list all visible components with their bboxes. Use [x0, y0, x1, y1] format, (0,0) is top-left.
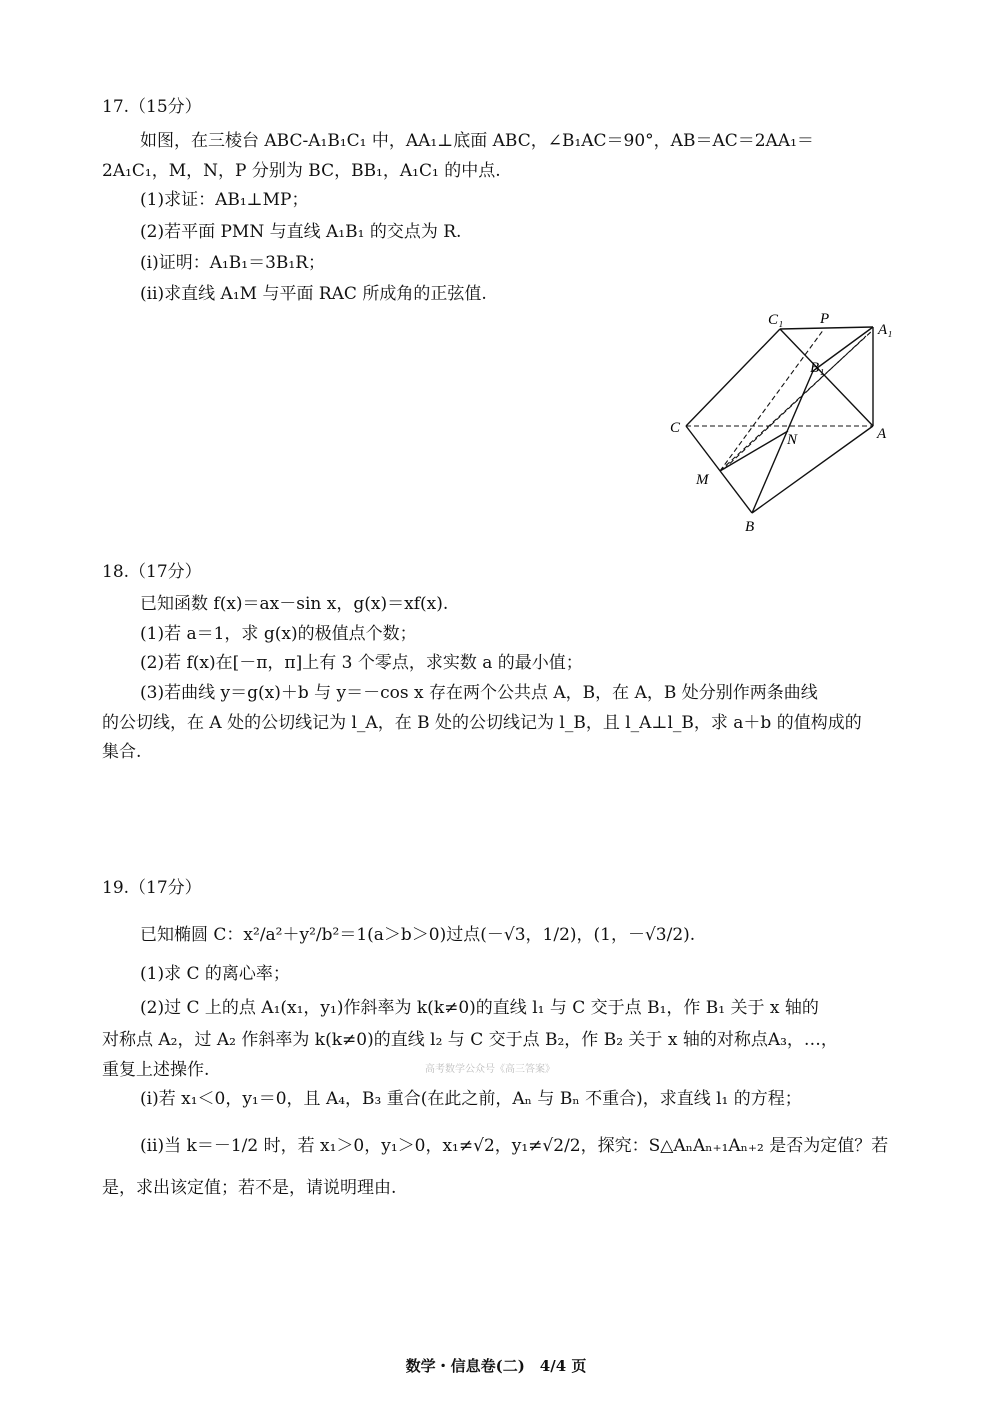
- label-M: M: [696, 472, 709, 488]
- label-C: C: [670, 420, 681, 436]
- q18-line: (3)若曲线 y＝g(x)＋b 与 y＝－cos x 存在两个公共点 A，B，在 A，B 处分别作两条曲线: [140, 683, 818, 703]
- watermark: 高考数学公众号《高三答案》: [425, 1064, 555, 1075]
- label-A1: A₁: [878, 322, 893, 338]
- label-C1: C₁: [768, 312, 784, 328]
- q19-header: 19.（17分）: [102, 878, 202, 898]
- edge: [686, 426, 752, 513]
- q17-line: (2)若平面 PMN 与直线 A₁B₁ 的交点为 R.: [140, 222, 462, 242]
- q18-line: (2)若 f(x)在[－π，π]上有 3 个零点，求实数 a 的最小值；: [140, 653, 583, 673]
- q19-line: 重复上述操作.: [102, 1060, 210, 1080]
- q18-line: 集合.: [102, 742, 142, 762]
- label-A: A: [877, 426, 887, 442]
- q17-line: (1)求证：AB₁⊥MP；: [140, 190, 309, 210]
- q18-line: 的公切线，在 A 处的公切线记为 l_A，在 B 处的公切线记为 l_B，且 l_A⊥l_B，求 a＋b 的值构成的: [102, 713, 862, 733]
- frustum-figure: [0, 0, 992, 560]
- q17-line: 如图，在三棱台 ABC-A₁B₁C₁ 中，AA₁⊥底面 ABC，∠B₁AC＝90°，AB＝AC＝2AA₁＝: [140, 131, 814, 151]
- q18-line: (1)若 a＝1，求 g(x)的极值点个数；: [140, 624, 417, 644]
- q18-line: 已知函数 f(x)＝ax－sin x，g(x)＝xf(x).: [140, 594, 449, 614]
- q19-line: (ⅰ)若 x₁＜0，y₁＝0，且 A₄，B₃ 重合(在此之前，Aₙ 与 Bₙ 不重合)，求直线 l₁ 的方程；: [140, 1089, 802, 1109]
- label-N: N: [787, 432, 798, 448]
- label-P: P: [820, 311, 830, 327]
- label-B1: B₁: [810, 360, 825, 376]
- dashed-edge: [720, 329, 824, 471]
- q17-line: (ⅱ)求直线 A₁M 与平面 RAC 所成角的正弦值.: [140, 284, 487, 304]
- edge: [720, 431, 788, 471]
- q18-header: 18.（17分）: [102, 562, 202, 582]
- q19-line: 对称点 A₂，过 A₂ 作斜率为 k(k≠0)的直线 l₂ 与 C 交于点 B₂，作 B₂ 关于 x 轴的对称点A₃，…，: [102, 1030, 838, 1050]
- q19-line: (1)求 C 的离心率；: [140, 964, 290, 984]
- q17-line: (ⅰ)证明：A₁B₁＝3B₁R；: [140, 253, 326, 273]
- q19-line: 是，求出该定值；若不是，请说明理由.: [102, 1178, 397, 1198]
- label-B: B: [745, 519, 755, 535]
- edge: [780, 327, 873, 329]
- q19-line: (2)过 C 上的点 A₁(x₁，y₁)作斜率为 k(k≠0)的直线 l₁ 与 C 交于点 B₁，作 B₁ 关于 x 轴的: [140, 998, 819, 1018]
- q19-line: (ⅱ)当 k＝－1/2 时，若 x₁＞0，y₁＞0，x₁≠√2，y₁≠√2/2，探究：S△AₙAₙ₊₁Aₙ₊₂ 是否为定值？若: [140, 1136, 889, 1156]
- page-footer: 数学・信息卷(二) 4/4 页: [405, 1357, 587, 1375]
- q19-line: 已知椭圆 C：x²/a²＋y²/b²＝1(a＞b＞0)过点(－√3，1/2)，(1，－√3/2).: [140, 925, 696, 945]
- q17-header: 17.（15分）: [102, 97, 202, 117]
- edge: [686, 329, 780, 426]
- q17-line: 2A₁C₁，M，N，P 分别为 BC，BB₁，A₁C₁ 的中点.: [102, 161, 501, 181]
